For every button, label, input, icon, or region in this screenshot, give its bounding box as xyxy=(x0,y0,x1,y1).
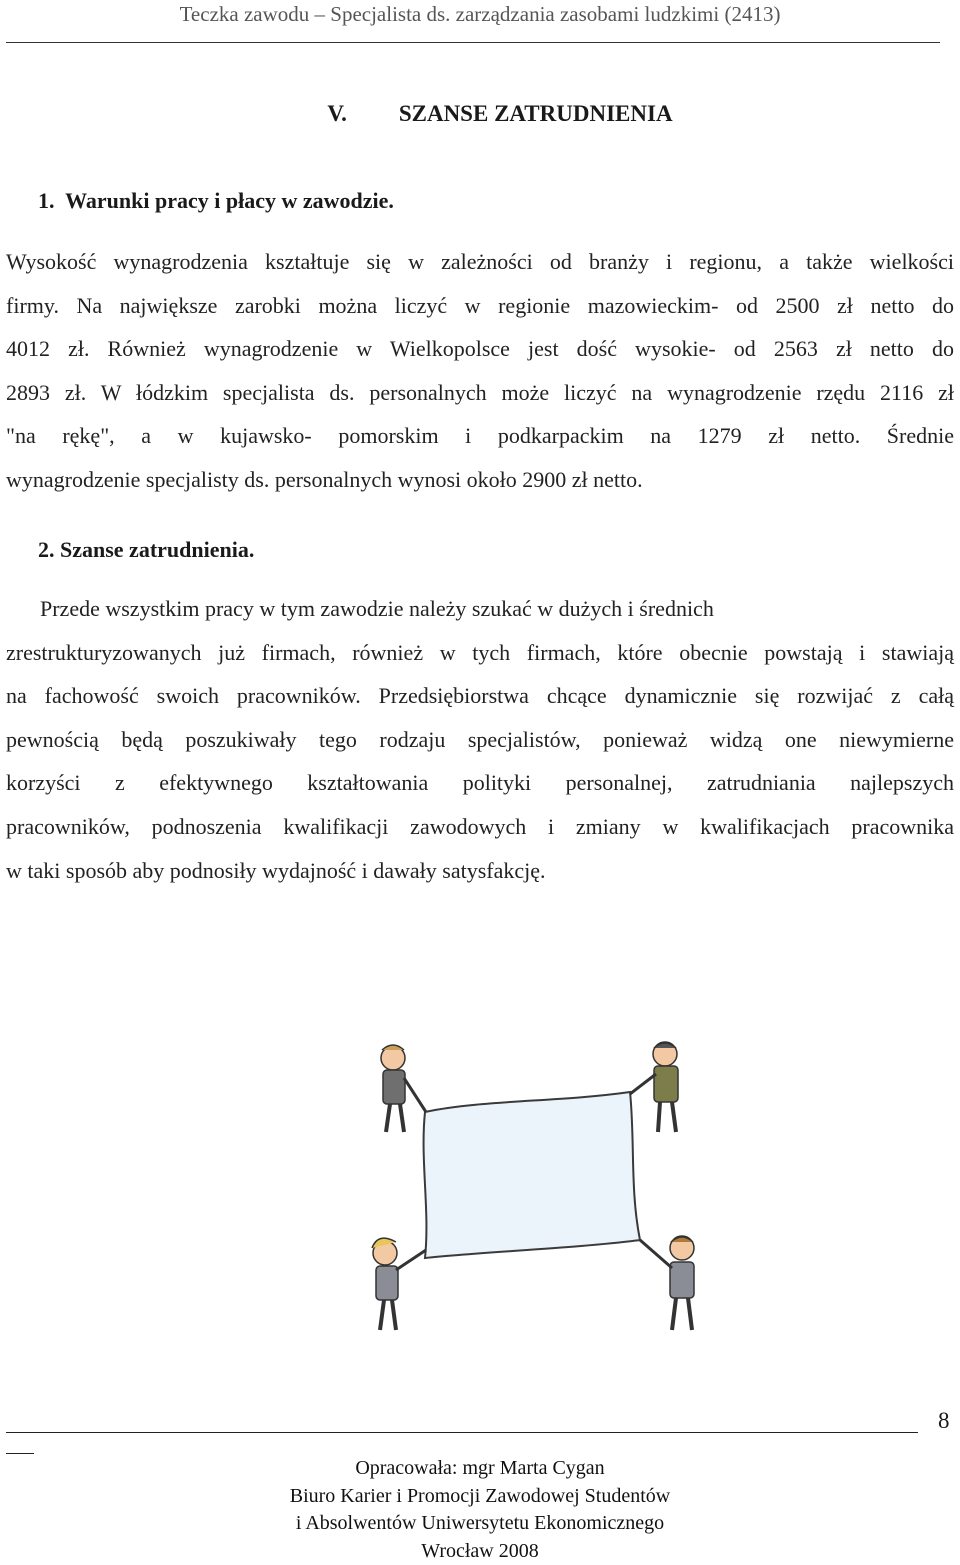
paragraph-line: wynagrodzenie specjalisty ds. personalnych wynosi około 2900 zł netto. xyxy=(6,458,954,502)
footer-rule xyxy=(6,1432,918,1433)
person-top-left xyxy=(381,1045,426,1132)
footer-rule-short xyxy=(6,1453,34,1454)
footer-office: Biuro Karier i Promocji Zawodowej Studentów xyxy=(0,1483,960,1511)
chapter-title-text: SZANSE ZATRUDNIENIA xyxy=(399,101,673,126)
paragraph-line: pracowników, podnoszenia kwalifikacji zawodowych i zmiany w kwalifikacjach pracownika xyxy=(6,805,954,849)
section-heading-1: 1. Warunki pracy i płacy w zawodzie. xyxy=(38,188,394,214)
paragraph-line: pewnością będą poszukiwały tego rodzaju specjalistów, ponieważ widzą one niewymierne xyxy=(6,718,954,762)
paragraph-line: korzyści z efektywnego kształtowania polityki personalnej, zatrudniania najlepszych xyxy=(6,761,954,805)
footer-author: Opracowała: mgr Marta Cygan xyxy=(0,1455,960,1483)
page-number: 8 xyxy=(938,1408,950,1434)
blank-banner xyxy=(424,1092,640,1258)
paragraph-line: "na rękę", a w kujawsko- pomorskim i podkarpackim na 1279 zł netto. Średnie xyxy=(6,414,954,458)
paragraph-employment xyxy=(6,587,954,892)
running-header: Teczka zawodu – Specjalista ds. zarządzania zasobami ludzkimi (2413) xyxy=(0,2,960,27)
person-top-right xyxy=(630,1042,678,1132)
paragraph-line: w taki sposób aby podnosiły wydajność i dawały satysfakcję. xyxy=(6,849,954,893)
paragraph-line: 4012 zł. Również wynagrodzenie w Wielkopolsce jest dość wysokie- od 2563 zł netto do xyxy=(6,327,954,371)
footer-university: i Absolwentów Uniwersytetu Ekonomicznego xyxy=(0,1510,960,1538)
banner-illustration xyxy=(330,1040,730,1340)
footer-place-year: Wrocław 2008 xyxy=(0,1538,960,1565)
person-bottom-left xyxy=(372,1238,426,1330)
section-heading-2: 2. Szanse zatrudnienia. xyxy=(38,537,254,563)
person-bottom-right xyxy=(640,1236,694,1330)
header-rule xyxy=(6,42,940,43)
chapter-title xyxy=(0,101,960,127)
paragraph-line: Przede wszystkim pracy w tym zawodzie należy szukać w dużych i średnich xyxy=(6,587,954,631)
paragraph-line: na fachowość swoich pracowników. Przedsiębiorstwa chcące dynamicznie się rozwijać z całą xyxy=(6,674,954,718)
paragraph-line: zrestrukturyzowanych już firmach, również w tych firmach, które obecnie powstają i stawiają xyxy=(6,631,954,675)
paragraph-line: firmy. Na największe zarobki można liczyć w regionie mazowieckim- od 2500 zł netto do xyxy=(6,284,954,328)
chapter-number: V. xyxy=(327,101,346,126)
paragraph-salary xyxy=(6,240,954,502)
paragraph-line: Wysokość wynagrodzenia kształtuje się w zależności od branży i regionu, a także wielkości xyxy=(6,240,954,284)
paragraph-line: 2893 zł. W łódzkim specjalista ds. personalnych może liczyć na wynagrodzenie rzędu 2116 zł xyxy=(6,371,954,415)
